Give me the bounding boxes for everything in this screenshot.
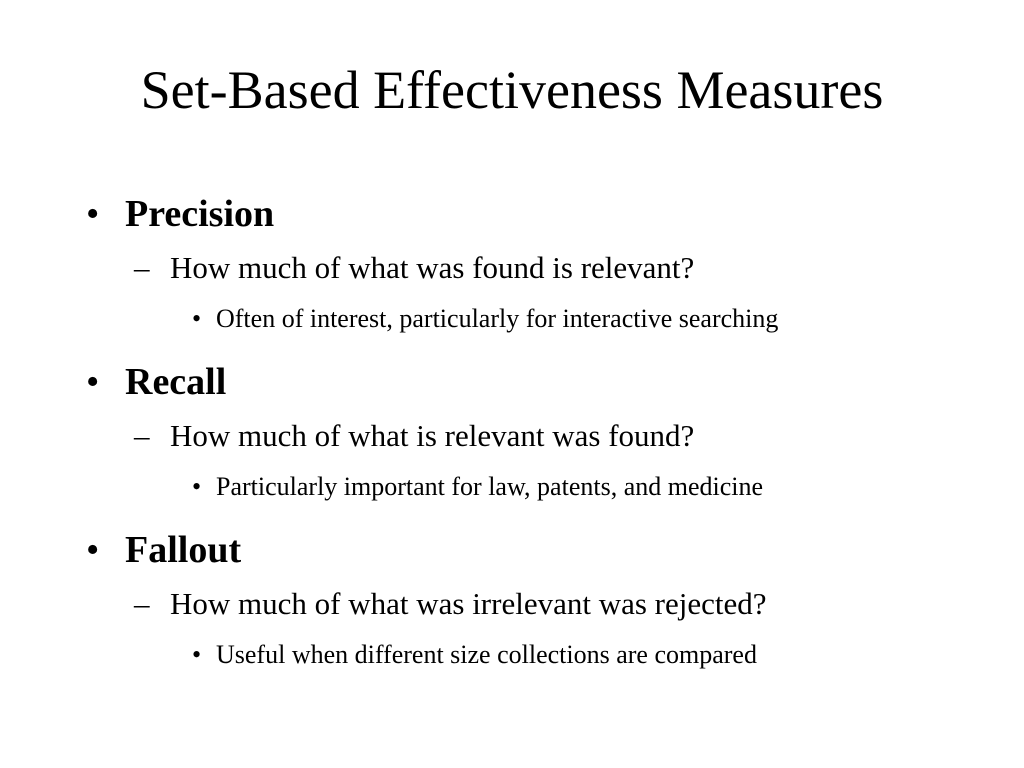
dash-icon: – [134, 418, 150, 453]
level3-row [0, 296, 1024, 356]
bullet-icon: • [86, 361, 100, 403]
slide-title: Set-Based Effectiveness Measures [140, 60, 884, 120]
bullet-list [0, 188, 1024, 692]
sub-point-precision: How much of what was found is relevant? [170, 250, 695, 285]
heading-precision: Precision [125, 193, 275, 235]
list-item-recall [0, 356, 1024, 524]
level2-row [0, 240, 1024, 296]
small-bullet-icon: • [192, 472, 202, 501]
dash-icon: – [134, 586, 150, 621]
detail-fallout: Useful when different size collections are compared [216, 640, 757, 669]
level1-row [0, 356, 1024, 408]
level1-row [0, 188, 1024, 240]
heading-fallout: Fallout [125, 529, 242, 571]
bullet-icon: • [86, 529, 100, 571]
sub-point-recall: How much of what is relevant was found? [170, 418, 695, 453]
level3-row [0, 464, 1024, 524]
sub-point-fallout: How much of what was irrelevant was rejected? [170, 586, 767, 621]
small-bullet-icon: • [192, 640, 202, 669]
level2-row [0, 576, 1024, 632]
list-item-precision [0, 188, 1024, 356]
dash-icon: – [134, 250, 150, 285]
heading-recall: Recall [125, 361, 227, 403]
level1-row [0, 524, 1024, 576]
list-item-fallout [0, 524, 1024, 692]
small-bullet-icon: • [192, 304, 202, 333]
detail-precision: Often of interest, particularly for interactive searching [216, 304, 779, 333]
detail-recall: Particularly important for law, patents, and medicine [216, 472, 764, 501]
level3-row [0, 632, 1024, 692]
bullet-icon: • [86, 193, 100, 235]
level2-row [0, 408, 1024, 464]
